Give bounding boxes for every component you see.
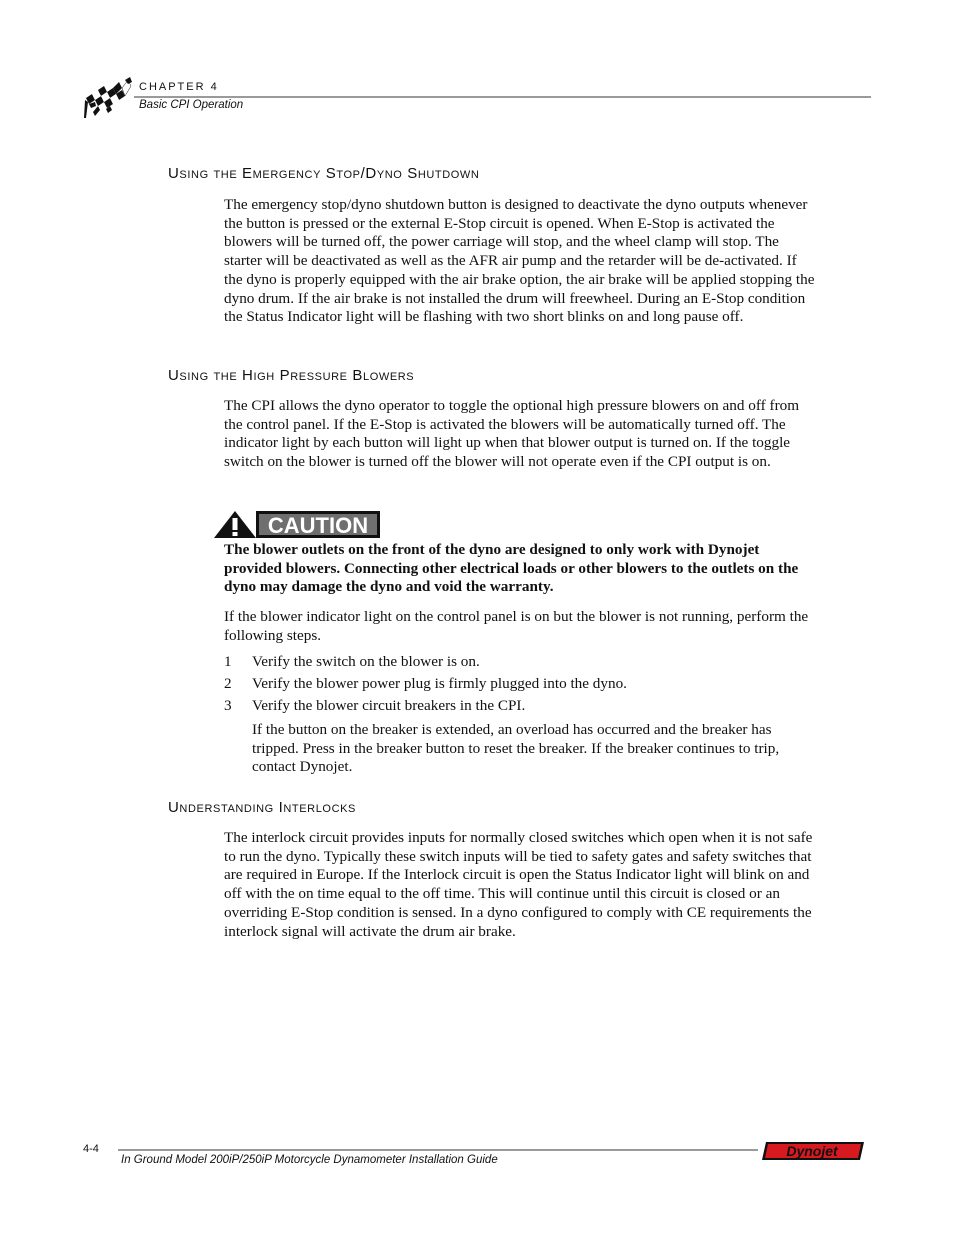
section-body-interlocks: The interlock circuit provides inputs for normally closed switches which open when it is not safe to run the dyno. Typically these switch inputs will be tied to safety gates and safety switches that are required in Europe. If the Interlock circuit is open the Status Indicator light will blink on and off with the on time equal to the off time. This will continue until this circuit is closed or an overriding E-Stop condition is sensed. In a dyno configured to comply with CE requirements the interlock signal will activate the drum air brake. <box>224 829 813 940</box>
step-text: Verify the blower power plug is firmly plugged into the dyno. <box>252 675 627 692</box>
chapter-subtitle: Basic CPI Operation <box>139 99 244 111</box>
section-body-emergency-stop: The emergency stop/dyno shutdown button is designed to deactivate the dyno outputs whenever the button is pressed or the external E-Stop circuit is opened. When E-Stop is activated the blowers will be turned off, the power carriage will stop, and the wheel clamp will stop. The starter will be deactivated as well as the AFR air pump and the retarder will be de-activated. If the dyno is properly equipped with the air brake option, the air brake will be applied stopping the dyno drum. If the air brake is not installed the drum will freewheel. During an E-Stop condition the Status Indicator light will be flashing with two short blinks on and long pause off. <box>224 196 815 326</box>
caution-label: CAUTION <box>267 513 369 538</box>
dynojet-logo-icon <box>760 1138 866 1164</box>
footer-title: In Ground Model 200iP/250iP Motorcycle Dynamometer Installation Guide <box>121 1154 498 1166</box>
step-number: 3 <box>224 697 232 714</box>
checkered-flag-icon <box>82 76 134 120</box>
step-text: Verify the blower circuit breakers in the CPI. <box>252 697 526 714</box>
troubleshoot-intro: If the blower indicator light on the control panel is on but the blower is not running, perform the following steps. <box>224 608 809 644</box>
section-body-high-pressure-blowers: The CPI allows the dyno operator to toggle the optional high pressure blowers on and off from the control panel. If the E-Stop is activated the blowers will be automatically turned off. The indicator light by each button will light up when that blower output is turned on. If the toggle switch on the blower is turned off the blower will not operate even if the CPI output is on. <box>224 397 800 471</box>
step-number: 1 <box>224 653 232 670</box>
caution-banner <box>212 509 380 540</box>
chapter-label: CHAPTER 4 <box>139 81 219 93</box>
header-rule <box>134 96 871 98</box>
footer-rule <box>118 1149 758 1151</box>
logo-text: Dynojet <box>786 1143 838 1159</box>
section-heading-interlocks: Understanding Interlocks <box>168 799 356 816</box>
step-text: Verify the switch on the blower is on. <box>252 653 480 670</box>
section-heading-high-pressure-blowers: Using the High Pressure Blowers <box>168 367 415 384</box>
step-note: If the button on the breaker is extended, an overload has occurred and the breaker has tripped. Press in the breaker button to reset the breaker. If the breaker continues to trip, contact Dynojet. <box>252 721 780 776</box>
section-heading-emergency-stop: Using the Emergency Stop/Dyno Shutdown <box>168 165 480 182</box>
caution-text: The blower outlets on the front of the dyno are designed to only work with Dynojet provided blowers. Connecting other electrical loads or other blowers to the outlets on the dyno may damage the dyno and void the warranty. <box>224 541 799 596</box>
step-number: 2 <box>224 675 232 692</box>
page-number: 4-4 <box>83 1143 99 1155</box>
